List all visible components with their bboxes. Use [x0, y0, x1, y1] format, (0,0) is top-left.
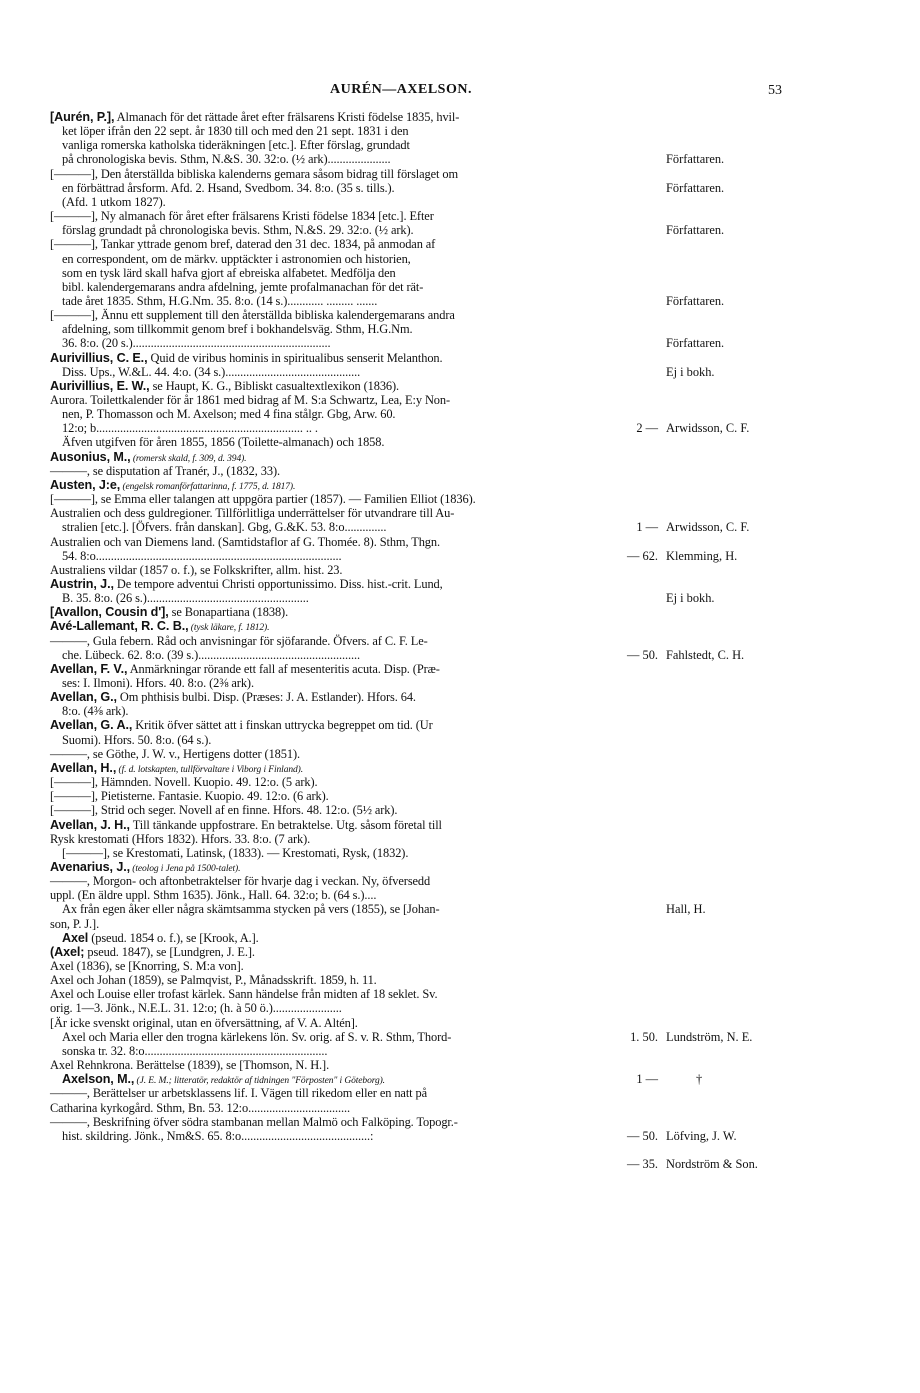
entry-line: [62, 1044, 327, 1058]
entry-heading: (Axel;: [50, 944, 85, 959]
entry-line: [62, 124, 408, 138]
entry-text: bibl. kalendergemarans andra afdelning, jemte profalmanachan för det rät-: [62, 279, 424, 294]
entry-line: [50, 690, 416, 704]
entry-line: [50, 945, 255, 959]
entry-text: [———], Strid och seger. Novell af en finne. Hfors. 48. 12:o. (5½ ark).: [50, 803, 398, 818]
publisher-name: Hall, H.: [666, 902, 706, 917]
entry-heading: Avellan, J. H.,: [50, 817, 130, 832]
entry-text: Suomi). Hfors. 50. 8:o. (64 s.).: [62, 732, 212, 747]
entry-line: [50, 110, 459, 124]
entry-text: ———, se Göthe, J. W. v., Hertigens dotter (1851).: [50, 746, 300, 761]
entry-line: [62, 336, 331, 350]
entry-line: [50, 747, 300, 761]
entry-line: [50, 1058, 329, 1072]
entry-text: sonska tr. 32. 8:o.............................................................: [62, 1043, 328, 1058]
publisher-name: Klemming, H.: [666, 548, 738, 563]
entry-text: Anmärkningar rörande ett fall af mesenteritis acuta. Disp. (Præ-: [127, 661, 440, 676]
entry-text: Till tänkande uppfostrare. En betraktelse. Utg. såsom företal till: [129, 817, 442, 832]
entry-line: [62, 648, 360, 662]
entry-text: Axel och Maria eller den trogna kärlekens lön. Sv. orig. af S. v. R. Sthm, Thord-: [62, 1029, 452, 1044]
price-value: — 50.: [627, 647, 658, 662]
entry-text: Catharina kyrkogård. Sthm, Bn. 53. 12:o..................................: [50, 1100, 351, 1115]
entry-heading: Avellan, H.,: [50, 760, 117, 775]
publisher-name: Ej i bokh.: [666, 591, 715, 606]
entry-line: [62, 931, 259, 945]
entry-text: Axel (1836), se [Knorring, S. M:a von].: [50, 959, 244, 973]
entry-line: [62, 223, 414, 237]
entry-text: 12:o; b..................................................................... .. .: [62, 421, 318, 436]
entry-heading: Austrin, J.,: [50, 576, 114, 591]
publisher-name: Arwidsson, C. F.: [666, 520, 750, 535]
entry-heading: Avellan, F. V.,: [50, 661, 128, 676]
entry-line: [50, 803, 397, 817]
entry-line: [50, 917, 99, 931]
entry-line: [50, 209, 434, 223]
entry-text: Quid de viribus hominis in spiritualibus senserit Melanthon.: [147, 350, 443, 365]
entry-line: [50, 1115, 458, 1129]
page-number: 53: [768, 83, 782, 98]
entry-note: (romersk skald, f. 309, d. 394).: [130, 453, 247, 464]
entry-text: [———], Pietisterne. Fantasie. Kuopio. 49. 12:o. (6 ark).: [50, 789, 329, 804]
entry-text: [———], se Emma eller talangen att uppgöra partier (1857). — Familien Elliot (1836).: [50, 492, 476, 507]
entry-line: [50, 506, 454, 520]
entry-text: 54. 8:o..................................................................................: [62, 548, 342, 563]
entry-text: (Afd. 1 utkom 1827).: [62, 194, 166, 209]
entry-text: orig. 1—3. Jönk., N.E.L. 31. 12:o; (h. à 50 ö.).......................: [50, 1001, 342, 1016]
entry-line: [62, 195, 166, 209]
entry-heading: Axelson, M.,: [62, 1072, 135, 1087]
entry-line: [62, 365, 360, 379]
entry-text: Aurora. Toilettkalender för år 1861 med bidrag af M. S:a Schwartz, Lea, E:y Non-: [50, 393, 451, 407]
entry-line: [50, 987, 437, 1001]
publisher-name: Nordström & Son.: [666, 1157, 758, 1172]
entry-line: [50, 1016, 358, 1030]
entry-note: (tysk läkare, f. 1812).: [188, 623, 270, 634]
entry-heading: Ausonius, M.,: [50, 449, 131, 464]
publisher-name: Författaren.: [666, 223, 725, 238]
entry-text: se Bonapartiana (1838).: [168, 605, 289, 620]
entry-text: förslag grundadt på chronologiska bevis. Sthm, N.&S. 29. 32:o. (½ ark).: [62, 223, 414, 238]
entry-note: (engelsk romanförfattarinna, f. 1775, d. 1817).: [120, 481, 296, 492]
entry-line: [62, 520, 386, 534]
entry-text: som en tysk lärd skall hafva gjort af ebreiska alfabetet. Medfölja den: [62, 265, 396, 280]
entry-line: [62, 1030, 451, 1044]
entry-line: [50, 1101, 350, 1115]
entry-line: [50, 1001, 342, 1015]
entry-heading: Aurivillius, E. W.,: [50, 378, 150, 393]
entry-line: [62, 322, 413, 336]
entry-line: [62, 280, 423, 294]
entry-text: 8:o. (4⅜ ark).: [62, 704, 129, 719]
entry-line: [50, 535, 440, 549]
entry-line: [50, 167, 458, 181]
entry-text: Rysk krestomati (Hfors 1832). Hfors. 33. 8:o. (7 ark).: [50, 831, 311, 846]
page-header-title: AURÉN—AXELSON.: [330, 82, 472, 97]
publisher-name: Ej i bokh.: [666, 364, 715, 379]
entry-text: ———, Beskrifning öfver södra stambanan mellan Malmö och Falköping. Topogr.-: [50, 1114, 458, 1129]
entry-text: på chronologiska bevis. Sthm, N.&S. 30. 32:o. (½ ark).....................: [62, 152, 391, 167]
entry-line: [62, 591, 309, 605]
entry-text: Almanach för det rättade året efter frälsarens Kristi födelse 1835, hvil-: [114, 110, 460, 124]
entry-line: [62, 704, 128, 718]
entry-note: (J. E. M.; litteratör, redaktör af tidningen "Förposten" i Göteborg).: [134, 1076, 385, 1087]
entry-text: che. Lübeck. 62. 8:o. (39 s.)......................................................: [62, 647, 360, 662]
price-value: — 50.: [627, 1128, 658, 1143]
publisher-name: †: [696, 1072, 703, 1087]
entry-line: [50, 393, 450, 407]
entry-line: [62, 181, 395, 195]
entry-text: stralien [etc.]. [Öfvers. från danskan]. Gbg, G.&K. 53. 8:o..............: [62, 520, 387, 535]
publisher-name: Författaren.: [666, 180, 725, 195]
entry-line: [62, 902, 440, 916]
entry-text: en förbättrad årsform. Afd. 2. Hsand, Svedbom. 34. 8:o. (35 s. tills.).: [62, 180, 395, 195]
entry-text: en correspondent, om de märkv. upptäckter i astronomien och historien,: [62, 251, 411, 266]
entry-line: [62, 421, 318, 435]
entry-text: [Är icke svenskt original, utan en öfversättning, af V. A. Altén].: [50, 1015, 358, 1030]
price-value: 2 —: [636, 421, 658, 436]
entry-line: [50, 563, 342, 577]
entry-note: (teolog i Jena på 1500-talet).: [130, 863, 241, 874]
entry-line: [50, 789, 329, 803]
entry-text: [———], Tankar yttrade genom bref, daterad den 31 dec. 1834, på anmodan af: [50, 237, 436, 252]
entry-line: [50, 605, 288, 619]
entry-text: afdelning, som tillkommit genom bref i bokhandelsväg. Sthm, H.G.Nm.: [62, 322, 413, 337]
entry-text: son, P. J.].: [50, 916, 100, 931]
entry-line: [50, 832, 310, 846]
entry-line: [62, 294, 377, 308]
entry-text: [———], Den återställda bibliska kalenderns gemara såsom bidrag till förslaget om: [50, 166, 459, 181]
entry-heading: Avenarius, J.,: [50, 859, 131, 874]
entry-line: [50, 308, 455, 322]
entry-line: [62, 549, 342, 563]
entry-text: [———], se Krestomati, Latinsk, (1833). — Krestomati, Rysk, (1832).: [62, 845, 409, 860]
publisher-name: Lundström, N. E.: [666, 1029, 753, 1044]
entry-text: (pseud. 1854 o. f.), se [Krook, A.].: [88, 930, 259, 945]
entry-line: [50, 718, 433, 732]
entry-text: ———, se disputation af Tranér, J., (1832, 33).: [50, 463, 280, 478]
entry-line: [50, 492, 476, 506]
entry-text: [———], Hämnden. Novell. Kuopio. 49. 12:o. (5 ark).: [50, 775, 318, 790]
entry-text: ket löper ifrån den 22 sept. år 1830 till och med den 21 sept. 1831 i den: [62, 124, 409, 139]
entry-line: [62, 733, 211, 747]
entry-heading: Avellan, G.,: [50, 690, 117, 705]
entry-text: [———], Ännu ett supplement till den återställda bibliska kalendergemarans andra: [50, 308, 455, 323]
price-value: 1 —: [636, 520, 658, 535]
entry-text: Kritik öfver sättet att i finskan uttrycka begreppet om tid. (Ur: [132, 718, 433, 733]
entry-text: De tempore adventui Christi opportunissimo. Diss. hist.-crit. Lund,: [113, 576, 443, 591]
entry-line: [50, 351, 443, 365]
entry-line: [50, 464, 280, 478]
entry-text: Australien och dess guldregioner. Tillförlitliga underrättelser för utvandrare till Au-: [50, 506, 455, 521]
entry-text: Australien och van Diemens land. (Samtidstaflor af G. Thomée. 8). Sthm, Thgn.: [50, 534, 440, 549]
publisher-name: Författaren.: [666, 293, 725, 308]
entry-line: [50, 888, 376, 902]
entry-heading: Aurivillius, C. E.,: [50, 350, 148, 365]
entry-line: [50, 379, 399, 393]
entry-text: Axel och Louise eller trofast kärlek. Sann händelse från midten af 18 seklet. Sv.: [50, 987, 438, 1002]
entry-text: Axel Rehnkrona. Berättelse (1839), se [Thomson, N. H.].: [50, 1058, 330, 1073]
entry-heading: Avé-Lallemant, R. C. B.,: [50, 619, 189, 634]
publisher-name: Arwidsson, C. F.: [666, 421, 750, 436]
entry-text: se Haupt, K. G., Bibliskt casualtextlexikon (1836).: [149, 378, 400, 393]
entry-text: uppl. (En äldre uppl. Sthm 1635). Jönk., Hall. 64. 32:o; b. (64 s.)....: [50, 888, 377, 903]
entry-text: pseud. 1847), se [Lundgren, J. E.].: [84, 944, 255, 959]
entry-text: ———, Morgon- och aftonbetraktelser för hvarje dag i veckan. Ny, öfversedd: [50, 874, 431, 889]
entry-heading: [Avallon, Cousin d'],: [50, 605, 169, 620]
publisher-name: Författaren.: [666, 152, 725, 167]
price-value: 1 —: [636, 1072, 658, 1087]
entry-line: [62, 252, 411, 266]
entry-line: [50, 874, 430, 888]
entry-text: Australiens vildar (1857 o. f.), se Folkskrifter, allm. hist. 23.: [50, 562, 343, 577]
entry-line: [62, 1129, 373, 1143]
entry-text: ———, Berättelser ur arbetsklassens lif. I. Vägen till rikedom eller en natt på: [50, 1086, 427, 1101]
entry-text: ses: I. Ilmoni). Hfors. 40. 8:o. (2⅜ ark).: [62, 676, 254, 690]
entry-text: hist. skildring. Jönk., Nm&S. 65. 8:o...........................................:: [62, 1128, 374, 1143]
entry-text: vanliga romerska katholska tideräkningen [etc.]. Efter förslag, grundadt: [62, 138, 410, 153]
publisher-name: Löfving, J. W.: [666, 1128, 737, 1143]
entry-line: [62, 676, 254, 690]
entry-heading: [Aurén, P.],: [50, 110, 115, 124]
entry-line: [50, 662, 440, 676]
entry-line: [50, 818, 442, 832]
price-value: — 62.: [627, 548, 658, 563]
entry-heading: Austen, J:e,: [50, 477, 121, 492]
entry-text: Diss. Ups., W.&L. 44. 4:o. (34 s.).............................................: [62, 364, 361, 379]
entry-text: ———, Gula febern. Råd och anvisningar för sjöfarande. Öfvers. af C. F. Le-: [50, 633, 428, 648]
entry-line: [50, 237, 435, 251]
entry-line: [50, 959, 244, 973]
entry-text: Om phthisis bulbi. Disp. (Præses: J. A. Estlander). Hfors. 64.: [116, 690, 416, 705]
entry-line: [62, 846, 408, 860]
entry-line: [62, 266, 396, 280]
entry-heading: Axel: [62, 930, 89, 945]
entry-line: [50, 775, 318, 789]
entry-line: [62, 138, 410, 152]
entry-line: [50, 577, 443, 591]
entry-line: [62, 435, 384, 449]
price-value: — 35.: [627, 1157, 658, 1172]
entry-line: [50, 1086, 427, 1100]
entry-note: (f. d. lotskapten, tullförvaltare i Viborg i Finland).: [116, 764, 304, 775]
entry-text: Äfven utgifven för åren 1855, 1856 (Toilette-almanach) och 1858.: [62, 435, 385, 450]
publisher-name: Författaren.: [666, 336, 725, 351]
entry-line: [62, 152, 391, 166]
entry-line: [62, 407, 395, 421]
entry-line: [50, 634, 428, 648]
entry-text: Ax från egen åker eller några skämtsamma stycken på vers (1855), se [Johan-: [62, 902, 440, 917]
price-value: 1. 50.: [630, 1029, 658, 1044]
entry-text: 36. 8:o. (20 s.)..................................................................: [62, 336, 331, 351]
entry-text: Axel och Johan (1859), se Palmqvist, P., Månadsskrift. 1859, h. 11.: [50, 973, 377, 988]
entry-text: nen, P. Thomasson och M. Axelson; med 4 fina stålgr. Gbg, Arw. 60.: [62, 407, 396, 422]
entry-line: [50, 973, 377, 987]
entry-text: B. 35. 8:o. (26 s.)......................................................: [62, 591, 309, 606]
entry-heading: Avellan, G. A.,: [50, 718, 133, 733]
entry-text: tade året 1835. Sthm, H.G.Nm. 35. 8:o. (14 s.)............ ......... .......: [62, 293, 378, 308]
entry-text: [———], Ny almanach för året efter frälsarens Kristi födelse 1834 [etc.]. Efter: [50, 209, 434, 224]
publisher-name: Fahlstedt, C. H.: [666, 647, 745, 662]
